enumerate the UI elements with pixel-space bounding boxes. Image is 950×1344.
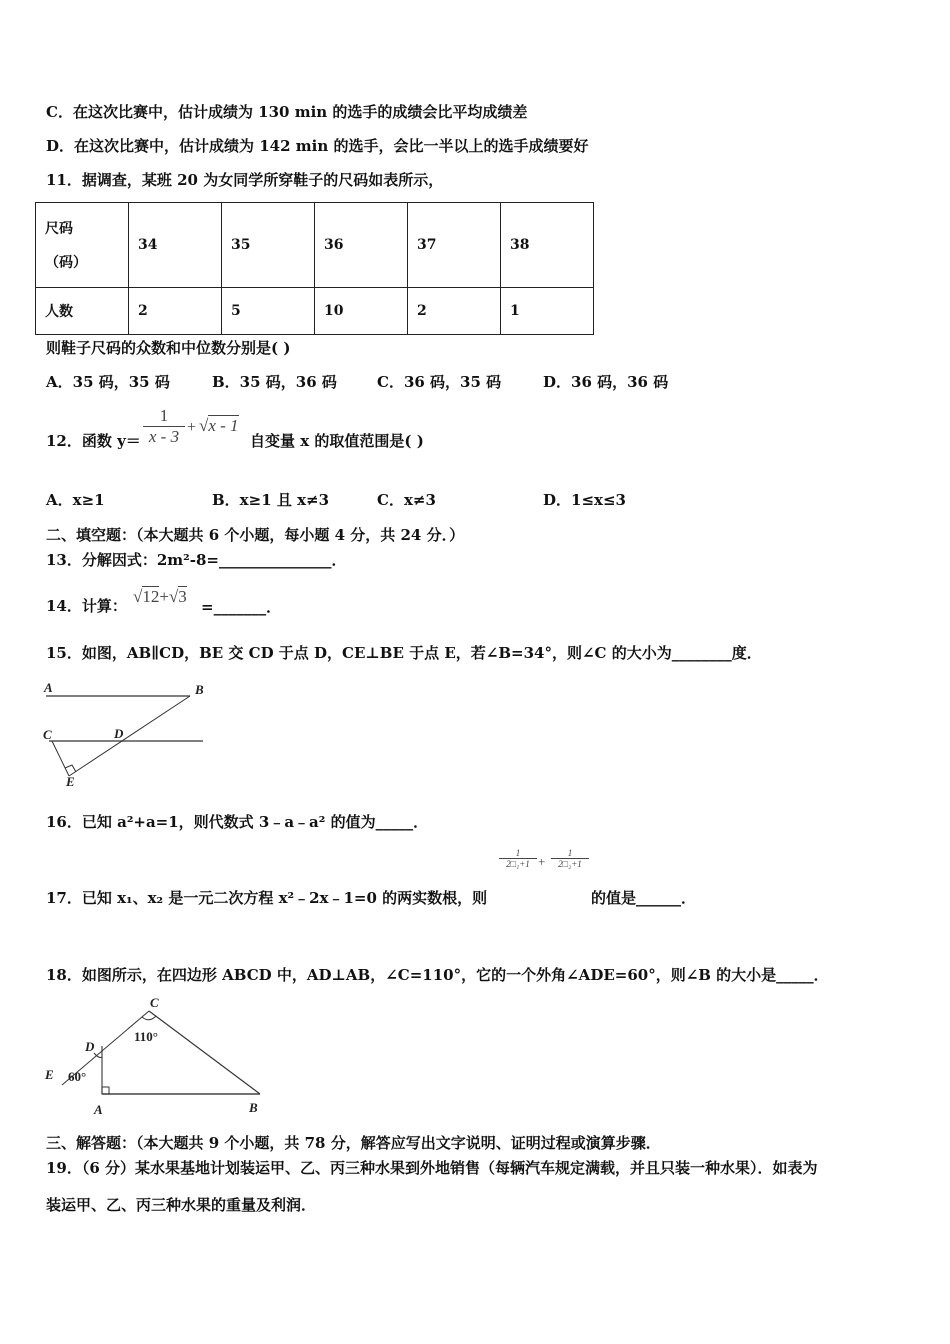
question-18: 18．如图所示，在四边形 ABCD 中，AD⊥AB，∠C=110°，它的一个外角∠ADE=60°，则∠B 的大小是_____．: [46, 966, 829, 984]
section-3-heading: 三、解答题：（本大题共 9 个小题，共 78 分，解答应写出文字说明、证明过程或演算步骤．: [46, 1134, 661, 1152]
label-e: E: [45, 1067, 54, 1082]
question-13: 13．分解因式：2m²-8=_______________．: [46, 551, 347, 569]
q12-plus: +: [187, 419, 197, 436]
q14-radicand-a: 12: [142, 587, 160, 606]
q17-denominator-2: 2□₂+1: [551, 858, 589, 869]
label-c: C: [43, 727, 52, 742]
angle-d-label: 60°: [68, 1069, 87, 1084]
figure-18-quadrilateral: [40, 993, 280, 1123]
label-b: B: [195, 682, 204, 697]
size-cell: 35: [222, 203, 315, 288]
question-19-line-2: 装运甲、乙、丙三种水果的重量及利润．: [46, 1196, 317, 1214]
label-a: A: [44, 680, 53, 695]
question-12-suffix: 自变量 x 的取值范围是( ): [250, 432, 424, 450]
q11-option-b: B．35 码，36 码: [212, 373, 337, 391]
q11-option-a: A．35 码，35 码: [46, 373, 170, 391]
question-12-prefix: 12．函数 y＝: [46, 432, 141, 450]
question-19-line-1: 19．（6 分）某水果基地计划装运甲、乙、丙三种水果到外地销售（每辆汽车规定满载，并且只装一种水果）．如表为: [46, 1159, 818, 1177]
size-label: 尺码: [45, 221, 73, 237]
count-cell: 10: [315, 288, 408, 335]
size-cell: 38: [501, 203, 594, 288]
q12-option-d: D．1≤x≤3: [543, 491, 626, 509]
q17-fraction-1: [499, 848, 537, 869]
count-cell: 1: [501, 288, 594, 335]
q12-option-b: B．x≥1 且 x≠3: [212, 491, 330, 509]
size-cell: 36: [315, 203, 408, 288]
q12-sqrt-icon: √x - 1: [199, 416, 239, 435]
q14-plus: +: [159, 587, 169, 606]
q14-radicand-b: 3: [178, 587, 187, 606]
q17-fraction-2: [551, 848, 589, 869]
q17-numerator-2: 1: [567, 848, 573, 858]
label-e: E: [66, 774, 75, 789]
q17-plus: +: [538, 854, 546, 869]
q11-option-d: D．36 码，36 码: [543, 373, 669, 391]
label-b: B: [249, 1100, 258, 1115]
question-17-prefix: 17．已知 x₁、x₂ 是一元二次方程 x²﹣2x﹣1=0 的两实数根，则: [46, 889, 488, 907]
count-cell: 5: [222, 288, 315, 335]
question-11: 11．据调查，某班 20 为女同学所穿鞋子的尺码如表所示，: [46, 171, 444, 189]
header-cell: [36, 203, 129, 288]
q12-option-c: C．x≠3: [377, 491, 436, 509]
question-15: 15．如图，AB∥CD，BE 交 CD 于点 D，CE⊥BE 于点 E，若∠B=34°，则∠C 的大小为________度．: [46, 644, 762, 662]
size-cell: 34: [129, 203, 222, 288]
figure-15-parallel-lines: [40, 678, 210, 790]
count-cell: 2: [408, 288, 501, 335]
question-11-ask: 则鞋子尺码的众数和中位数分别是( ): [46, 339, 291, 357]
label-d: D: [114, 726, 124, 741]
q14-expression: √12+√3: [133, 587, 187, 606]
q11-option-c: C．36 码，35 码: [377, 373, 502, 391]
option-c: C．在这次比赛中，估计成绩为 130 min 的选手的成绩会比平均成绩差: [46, 103, 528, 121]
label-c: C: [150, 995, 159, 1010]
count-label-cell: 人数: [36, 288, 129, 335]
q12-denominator: x - 3: [143, 426, 185, 447]
q17-numerator-1: 1: [515, 848, 521, 858]
q12-radicand: x - 1: [208, 416, 239, 435]
q12-numerator: 1: [159, 406, 169, 425]
q12-option-a: A．x≥1: [46, 491, 105, 509]
question-17-suffix: 的值是______．: [591, 889, 697, 907]
count-cell: 2: [129, 288, 222, 335]
section-2-heading: 二、填空题：（本大题共 6 个小题，每小题 4 分，共 24 分．）: [46, 526, 465, 544]
question-16: 16．已知 a²+a=1，则代数式 3﹣a﹣a² 的值为_____．: [46, 813, 429, 831]
label-d: D: [85, 1039, 95, 1054]
angle-c-label: 110°: [134, 1029, 158, 1044]
shoe-size-table: [35, 202, 594, 335]
q12-fraction: [143, 406, 185, 447]
label-a: A: [94, 1102, 103, 1117]
size-unit: （码）: [45, 255, 87, 271]
question-14-suffix: =_______．: [201, 598, 282, 616]
size-cell: 37: [408, 203, 501, 288]
option-d: D．在这次比赛中，估计成绩为 142 min 的选手，会比一半以上的选手成绩要好: [46, 137, 589, 155]
q17-denominator-1: 2□₁+1: [499, 858, 537, 869]
question-14-prefix: 14．计算：: [46, 597, 127, 615]
